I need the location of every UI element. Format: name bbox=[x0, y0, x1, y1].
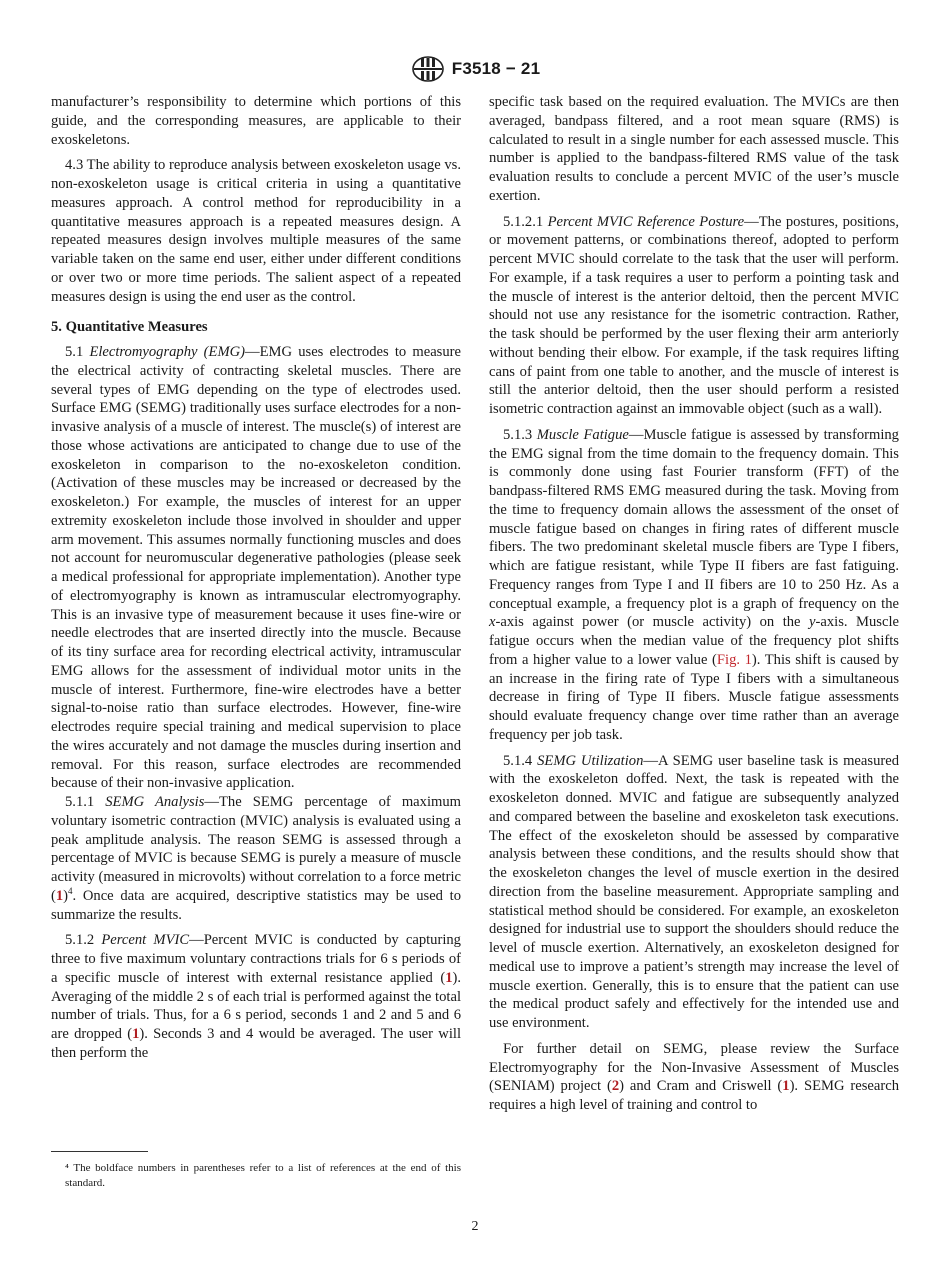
footnote bbox=[51, 1161, 461, 1191]
clause-title: SEMG Analysis bbox=[105, 794, 205, 810]
paragraph-4-3: 4.3 The ability to reproduce analysis between exoskeleton usage vs. non-exoskeleton usage is critical criteria in using a quantitative measures approach. A control method for reproducibility in a quantitative measures approach is a repeated measures design. A repeated measures design involves multiple measures of the same variable taken on the same end user, either under different conditions or over two or more time periods. The salient aspect of a repeated measures design is using the end user as the control. bbox=[51, 157, 461, 305]
reference-link[interactable]: 1 bbox=[445, 969, 453, 986]
footnote-divider bbox=[51, 1151, 148, 1152]
reference-link[interactable]: 1 bbox=[782, 1078, 790, 1095]
clause-number: 5.1.2.1 bbox=[503, 213, 544, 230]
clause-text: —Percent MVIC is conducted by capturing three to five maximum voluntary contractions trials for 6 s periods of a specific muscle of interest with external resistance applied ( bbox=[51, 932, 461, 986]
clause-text: -axis against power (or muscle activity) on the bbox=[495, 614, 810, 631]
paragraph-continuation: manufacturer’s responsibility to determine which portions of this guide, and the corresponding measures, are applicable to their exoskeletons. bbox=[51, 94, 461, 148]
section-5-heading: 5. Quantitative Measures bbox=[51, 319, 208, 336]
clause-number: 5.1.3 bbox=[503, 426, 533, 443]
clause-text: -axis. Muscle fatigue occurs when the median value of the frequency plot shifts from a higher value to a lower value ( bbox=[489, 614, 899, 668]
clause-text: ). Averaging of the middle 2 s of each trial is performed against the total number of trials. Thus, for a 6 s period, seconds 1 and 2 and 5 and 6 are dropped ( bbox=[51, 969, 461, 1042]
clause-text: ). Seconds 3 and 4 would be averaged. The user will then perform the bbox=[51, 1026, 461, 1061]
clause-title: Percent MVIC Reference Posture bbox=[547, 213, 745, 230]
clause-text: —The SEMG percentage of maximum voluntary isometric contraction (MVIC) analysis is evaluated using a peak amplitude analysis. The reason SEMG is assessed through a percentage of MVIC is because SEMG is purely a measure of muscle activity (measured in microvolts) without correlation to a force metric ( bbox=[51, 794, 461, 904]
clause-text: ) bbox=[63, 887, 69, 904]
page-header bbox=[0, 56, 950, 82]
clause-text: —The postures, positions, or movement patterns, or combinations thereof, adopted to perform percent MVIC should correlate to the task that the user will perform. For example, if a task requires a user to perform a pointing task and the muscle of interest is the anterior deltoid, then the percent MVIC should not use any resistance for the isometric contraction. Rather, the task should be performed by the user flexing their arm anteriorly without bending their elbow. For example, if the task requires lifting cans of paint from one table to another, and the muscle of interest is still the anterior deltoid, then the user should perform a resisted isometric contraction against an immovable object (such as a wall). bbox=[489, 213, 899, 417]
clause-text: ). SEMG research requires a high level of training and control to bbox=[489, 1078, 899, 1113]
paragraph-5-1-4 bbox=[489, 752, 899, 1033]
paragraph-5-1-3 bbox=[489, 426, 899, 745]
page-number: 2 bbox=[471, 1219, 479, 1234]
standard-designation: F3518 − 21 bbox=[451, 59, 541, 78]
clause-number: 5.1 bbox=[65, 344, 84, 360]
paragraph-5-1-1 bbox=[51, 793, 461, 924]
reference-link[interactable]: 1 bbox=[55, 887, 64, 904]
paragraph-5-1-2 bbox=[51, 931, 461, 1062]
footnote-marker[interactable]: 4 bbox=[68, 885, 73, 896]
paragraph-5-1 bbox=[51, 343, 461, 793]
clause-number: 5.1.4 bbox=[503, 752, 533, 769]
clause-number: 5.1.2 bbox=[65, 932, 95, 949]
paragraph-5-1-2-1 bbox=[489, 213, 899, 419]
paragraph-continuation: specific task based on the required evaluation. The MVICs are then averaged, bandpass filtered, and a root mean square (RMS) is calculated to result in a single number for each assessed muscle. This number is applied to the bandpass-filtered RMS value of the task evaluation results to conclude a percent MVIC of the user’s muscle exertion. bbox=[489, 94, 899, 204]
clause-text: ) and Cram and Criswell ( bbox=[619, 1078, 783, 1095]
left-column bbox=[51, 93, 461, 1063]
clause-number: 5.1.1 bbox=[65, 794, 95, 810]
clause-text: —EMG uses electrodes to measure the electrical activity of contracting skeletal muscles. There are several types of EMG depending on the type of electrodes used. Surface EMG (SEMG) traditionally uses surface electrodes for a non-invasive analysis of a muscle of interest. The muscle(s) of interest are those whose activations are anticipated to change due to use of the exoskeleton in comparison to the no-exoskeleton condition. (Activation of these muscles may be increased or decreased by the exoskeleton.) For example, the muscles of interest for an upper extremity exoskeleton include those involved in shoulder and upper arm movement. This assumes normally functioning muscles and does not account for neuromuscular degenerative pathologies (please seek a medical professional for appropriate implementation). Another type of electromyography is known as intramuscular electromyography. This is an invasive type of measurement because it uses fine-wire or needle electrodes that are inserted directly into the muscle. Because of its tiny surface area for recording electrical activity, intramuscular EMG allows for the assessment of individual motor units in the muscle of interest. Furthermore, fine-wire electrodes have a better signal-to-noise ratio than surface electrodes. However, fine-wire electrodes require special training and medical supervision to place the wires accurately and not damage the muscles during insertion and removal. For this reason, surface electrodes are recommended because of their non-invasive application. bbox=[51, 344, 461, 792]
astm-logo-icon bbox=[410, 56, 446, 82]
axis-variable: x bbox=[489, 614, 496, 631]
clause-text: ). This shift is caused by an increase in the firing rate of Type I fibers with a simultaneous decrease in firing of Type II fibers. Muscle fatigue assessments should evaluate frequency change over time rather than an average frequency per job task. bbox=[489, 651, 899, 743]
clause-title: Muscle Fatigue bbox=[536, 426, 629, 443]
paragraph-semg-further-detail bbox=[489, 1040, 899, 1115]
clause-text: —A SEMG user baseline task is measured with the exoskeleton doffed. Next, the task is repeated with the exoskeleton donned. MVIC and fatigue are subsequently analyzed and compared between the baseline and exoskeleton task executions. The effect of the exoskeleton should be assessed by comparative analysis between these conditions, and the results should show that the exoskeleton changes the level of muscle exertion in the desired direction from the baseline measurement. Appropriate sampling and statistical method should be considered. For example, an exoskeleton designed for industrial use to support the shoulders should reduce the level of muscle exertion. Alternatively, an exoskeleton designed for medical use to improve a patient’s strength may increase the level of muscle exertion. Generally, this is to ensure that the patient can use the medical product safely and effectively for the intended use and use environment. bbox=[489, 752, 899, 1031]
clause-text: —Muscle fatigue is assessed by transforming the EMG signal from the time domain to the frequency domain. This is commonly done using fast Fourier transform (FFT) of the bandpass-filtered RMS EMG measured during the task. Moving from the time to frequency domain allows the assessment of the onset of muscle fatigue based on changes in firing rates of different muscle fibers. The two predominant skeletal muscle fibers are Type I fibers, which are fatigue resistant, while Type II fibers are fast fatiguing. Frequency ranges from Type I and II fibers are 10 to 250 Hz. As a conceptual example, a frequency plot is a graph of frequency on the bbox=[489, 426, 899, 612]
clause-title: SEMG Utilization bbox=[537, 752, 644, 769]
right-column bbox=[489, 93, 899, 1115]
reference-link[interactable]: 1 bbox=[132, 1026, 140, 1042]
clause-title: Percent MVIC bbox=[101, 932, 190, 949]
figure-link[interactable]: Fig. 1 bbox=[716, 651, 752, 668]
footnote-text: ⁴ The boldface numbers in parentheses refer to a list of references at the end of this standard. bbox=[65, 1162, 461, 1189]
clause-text: For further detail on SEMG, please review the Surface Electromyography for the Non-Invasive Assessment of Muscles (SENIAM) project ( bbox=[489, 1040, 899, 1095]
axis-variable: y bbox=[809, 614, 816, 631]
clause-title: Electromyography (EMG) bbox=[89, 344, 246, 360]
clause-text: . Once data are acquired, descriptive statistics may be used to summarize the results. bbox=[51, 887, 461, 923]
reference-link[interactable]: 2 bbox=[611, 1078, 620, 1095]
